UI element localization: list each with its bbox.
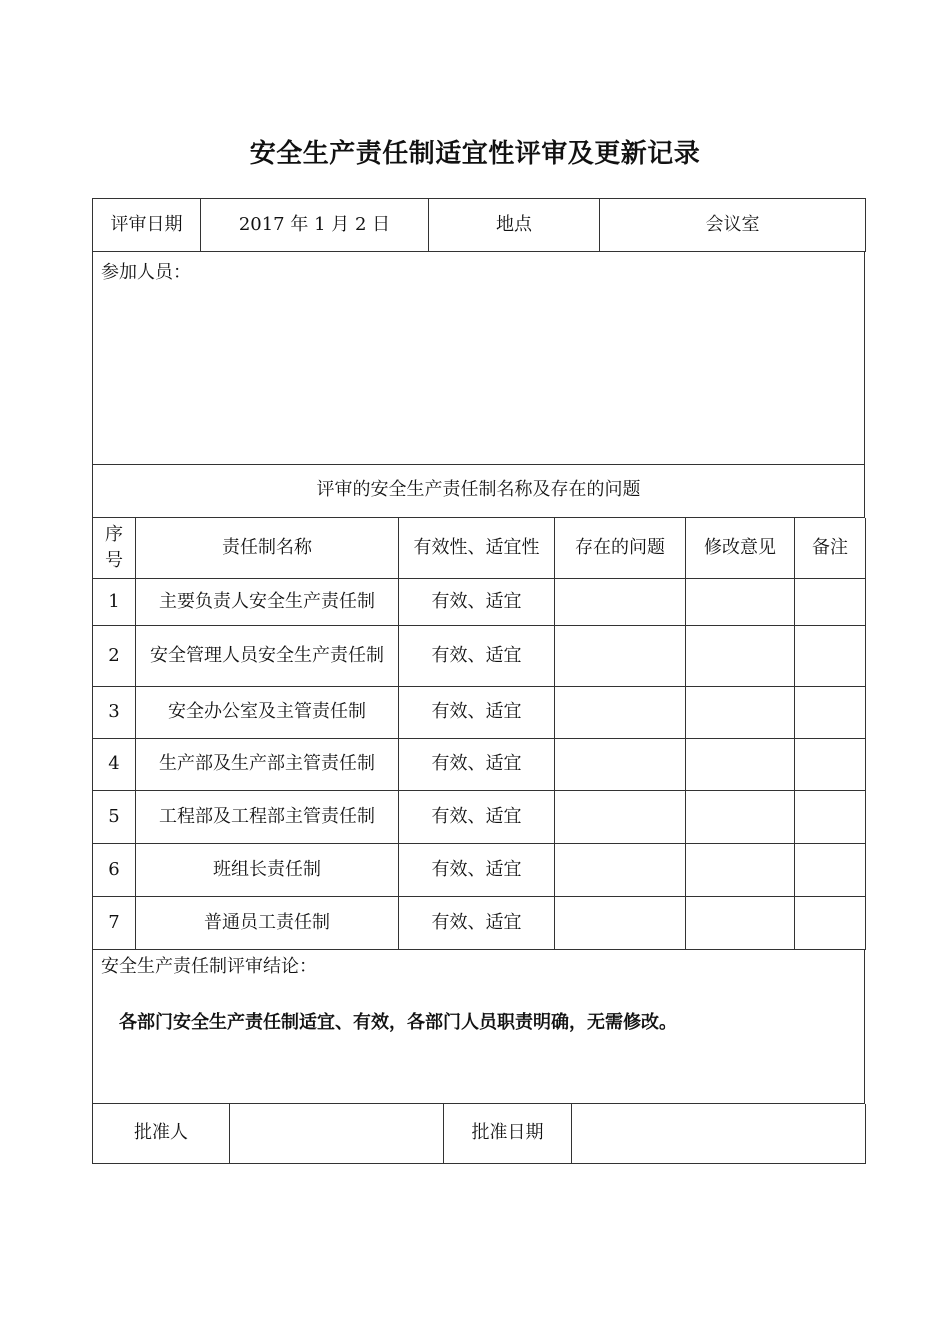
table-row xyxy=(93,844,866,897)
col-header-validity: 有效性、适宜性 xyxy=(399,518,555,579)
row-remark xyxy=(795,626,866,687)
row-validity: 有效、适宜 xyxy=(399,791,555,844)
row-suggestion xyxy=(686,626,795,687)
approval-date-label: 批准日期 xyxy=(444,1104,572,1164)
col-header-suggestion: 修改意见 xyxy=(686,518,795,579)
approval-table xyxy=(92,1104,866,1165)
row-issue xyxy=(555,844,686,897)
row-no: 2 xyxy=(93,626,136,687)
conclusion-table xyxy=(92,950,865,1104)
row-issue xyxy=(555,687,686,739)
date-value: 2017 年 1 月 2 日 xyxy=(201,199,429,252)
row-suggestion xyxy=(686,897,795,950)
column-header-row xyxy=(93,518,866,579)
row-issue xyxy=(555,791,686,844)
row-validity: 有效、适宜 xyxy=(399,579,555,626)
header-row xyxy=(93,199,866,252)
table-row xyxy=(93,687,866,739)
table-row xyxy=(93,579,866,626)
row-no: 4 xyxy=(93,739,136,791)
row-name: 普通员工责任制 xyxy=(136,897,399,950)
row-suggestion xyxy=(686,687,795,739)
table-row xyxy=(93,626,866,687)
row-no: 3 xyxy=(93,687,136,739)
participants-label: 参加人员： xyxy=(101,262,191,283)
row-no: 6 xyxy=(93,844,136,897)
col-header-issue: 存在的问题 xyxy=(555,518,686,579)
row-remark xyxy=(795,687,866,739)
col-header-no-line1: 序 xyxy=(105,523,123,545)
section-title: 评审的安全生产责任制名称及存在的问题 xyxy=(93,464,865,517)
row-remark xyxy=(795,739,866,791)
row-suggestion xyxy=(686,579,795,626)
conclusion-cell xyxy=(93,950,865,1103)
review-form xyxy=(92,198,865,1164)
row-name: 安全办公室及主管责任制 xyxy=(136,687,399,739)
row-issue xyxy=(555,579,686,626)
row-issue xyxy=(555,739,686,791)
document-title: 安全生产责任制适宜性评审及更新记录 xyxy=(249,139,701,169)
row-validity: 有效、适宜 xyxy=(399,897,555,950)
col-header-remark: 备注 xyxy=(795,518,866,579)
col-header-name: 责任制名称 xyxy=(136,518,399,579)
approval-row xyxy=(93,1104,866,1164)
row-remark xyxy=(795,897,866,950)
row-suggestion xyxy=(686,739,795,791)
approver-label: 批准人 xyxy=(93,1104,230,1164)
header-table xyxy=(92,198,866,252)
row-no: 7 xyxy=(93,897,136,950)
location-label: 地点 xyxy=(429,199,600,252)
col-header-no xyxy=(93,518,136,579)
row-validity: 有效、适宜 xyxy=(399,626,555,687)
row-validity: 有效、适宜 xyxy=(399,844,555,897)
row-remark xyxy=(795,791,866,844)
col-header-no-line2: 号 xyxy=(105,549,123,571)
row-issue xyxy=(555,897,686,950)
approval-date-value xyxy=(572,1104,866,1164)
conclusion-text: 各部门安全生产责任制适宜、有效，各部门人员职责明确，无需修改。 xyxy=(119,1012,677,1034)
row-name: 班组长责任制 xyxy=(136,844,399,897)
row-name: 主要负责人安全生产责任制 xyxy=(136,579,399,626)
row-remark xyxy=(795,844,866,897)
row-remark xyxy=(795,579,866,626)
row-validity: 有效、适宜 xyxy=(399,687,555,739)
row-issue xyxy=(555,626,686,687)
row-validity: 有效、适宜 xyxy=(399,739,555,791)
participants-table xyxy=(92,252,865,518)
table-row xyxy=(93,897,866,950)
row-suggestion xyxy=(686,791,795,844)
row-name: 安全管理人员安全生产责任制 xyxy=(136,626,399,687)
table-row xyxy=(93,739,866,791)
row-no: 5 xyxy=(93,791,136,844)
date-label: 评审日期 xyxy=(93,199,201,252)
row-name: 生产部及生产部主管责任制 xyxy=(136,739,399,791)
approver-value xyxy=(230,1104,444,1164)
participants-cell xyxy=(93,252,865,464)
table-row xyxy=(93,791,866,844)
conclusion-label: 安全生产责任制评审结论： xyxy=(101,956,317,977)
row-suggestion xyxy=(686,844,795,897)
items-table xyxy=(92,518,866,951)
row-no: 1 xyxy=(93,579,136,626)
location-value: 会议室 xyxy=(600,199,866,252)
row-name: 工程部及工程部主管责任制 xyxy=(136,791,399,844)
